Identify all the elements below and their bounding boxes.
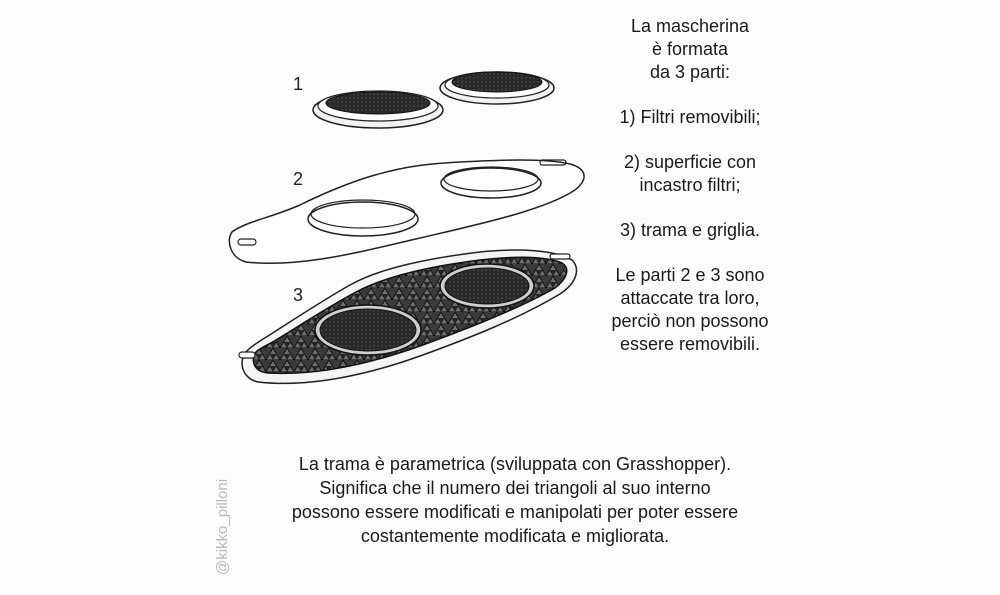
part-label-2: 2 (293, 169, 304, 189)
note-line: Le parti 2 e 3 sono (615, 265, 765, 285)
explanation-line: costantemente modificata e migliorata. (360, 526, 670, 546)
mask-exploded-illustration (200, 50, 600, 410)
part-3-lattice (239, 250, 576, 383)
part-1-filters (313, 72, 554, 128)
note-line: perciò non possono (611, 311, 769, 331)
parametric-explanation (245, 452, 785, 548)
explanation-line: Significa che il numero dei triangoli al suo interno (319, 478, 711, 498)
intro-line: è formata (651, 39, 729, 59)
item-3-text: 3) trama e griglia. (619, 220, 761, 240)
watermark-text: @kikko_pilloni (214, 478, 231, 575)
intro-line: da 3 parti: (649, 62, 731, 82)
part-2-surface (229, 160, 584, 263)
note-line: essere removibili. (619, 334, 761, 354)
intro-line: La mascherina (630, 16, 750, 36)
note-line: attaccate tra loro, (620, 288, 760, 308)
explanation-line: La trama è parametrica (sviluppata con Grasshopper). (298, 454, 732, 474)
item-2-line: 2) superficie con (623, 152, 757, 172)
part-label-1: 1 (293, 74, 304, 94)
item-1-text: 1) Filtri removibili; (619, 107, 761, 127)
explanation-line: possono essere modificati e manipolati per poter essere (291, 502, 739, 522)
parts-description (580, 15, 800, 356)
item-2-line: incastro filtri; (639, 175, 741, 195)
part-label-3: 3 (293, 285, 304, 305)
